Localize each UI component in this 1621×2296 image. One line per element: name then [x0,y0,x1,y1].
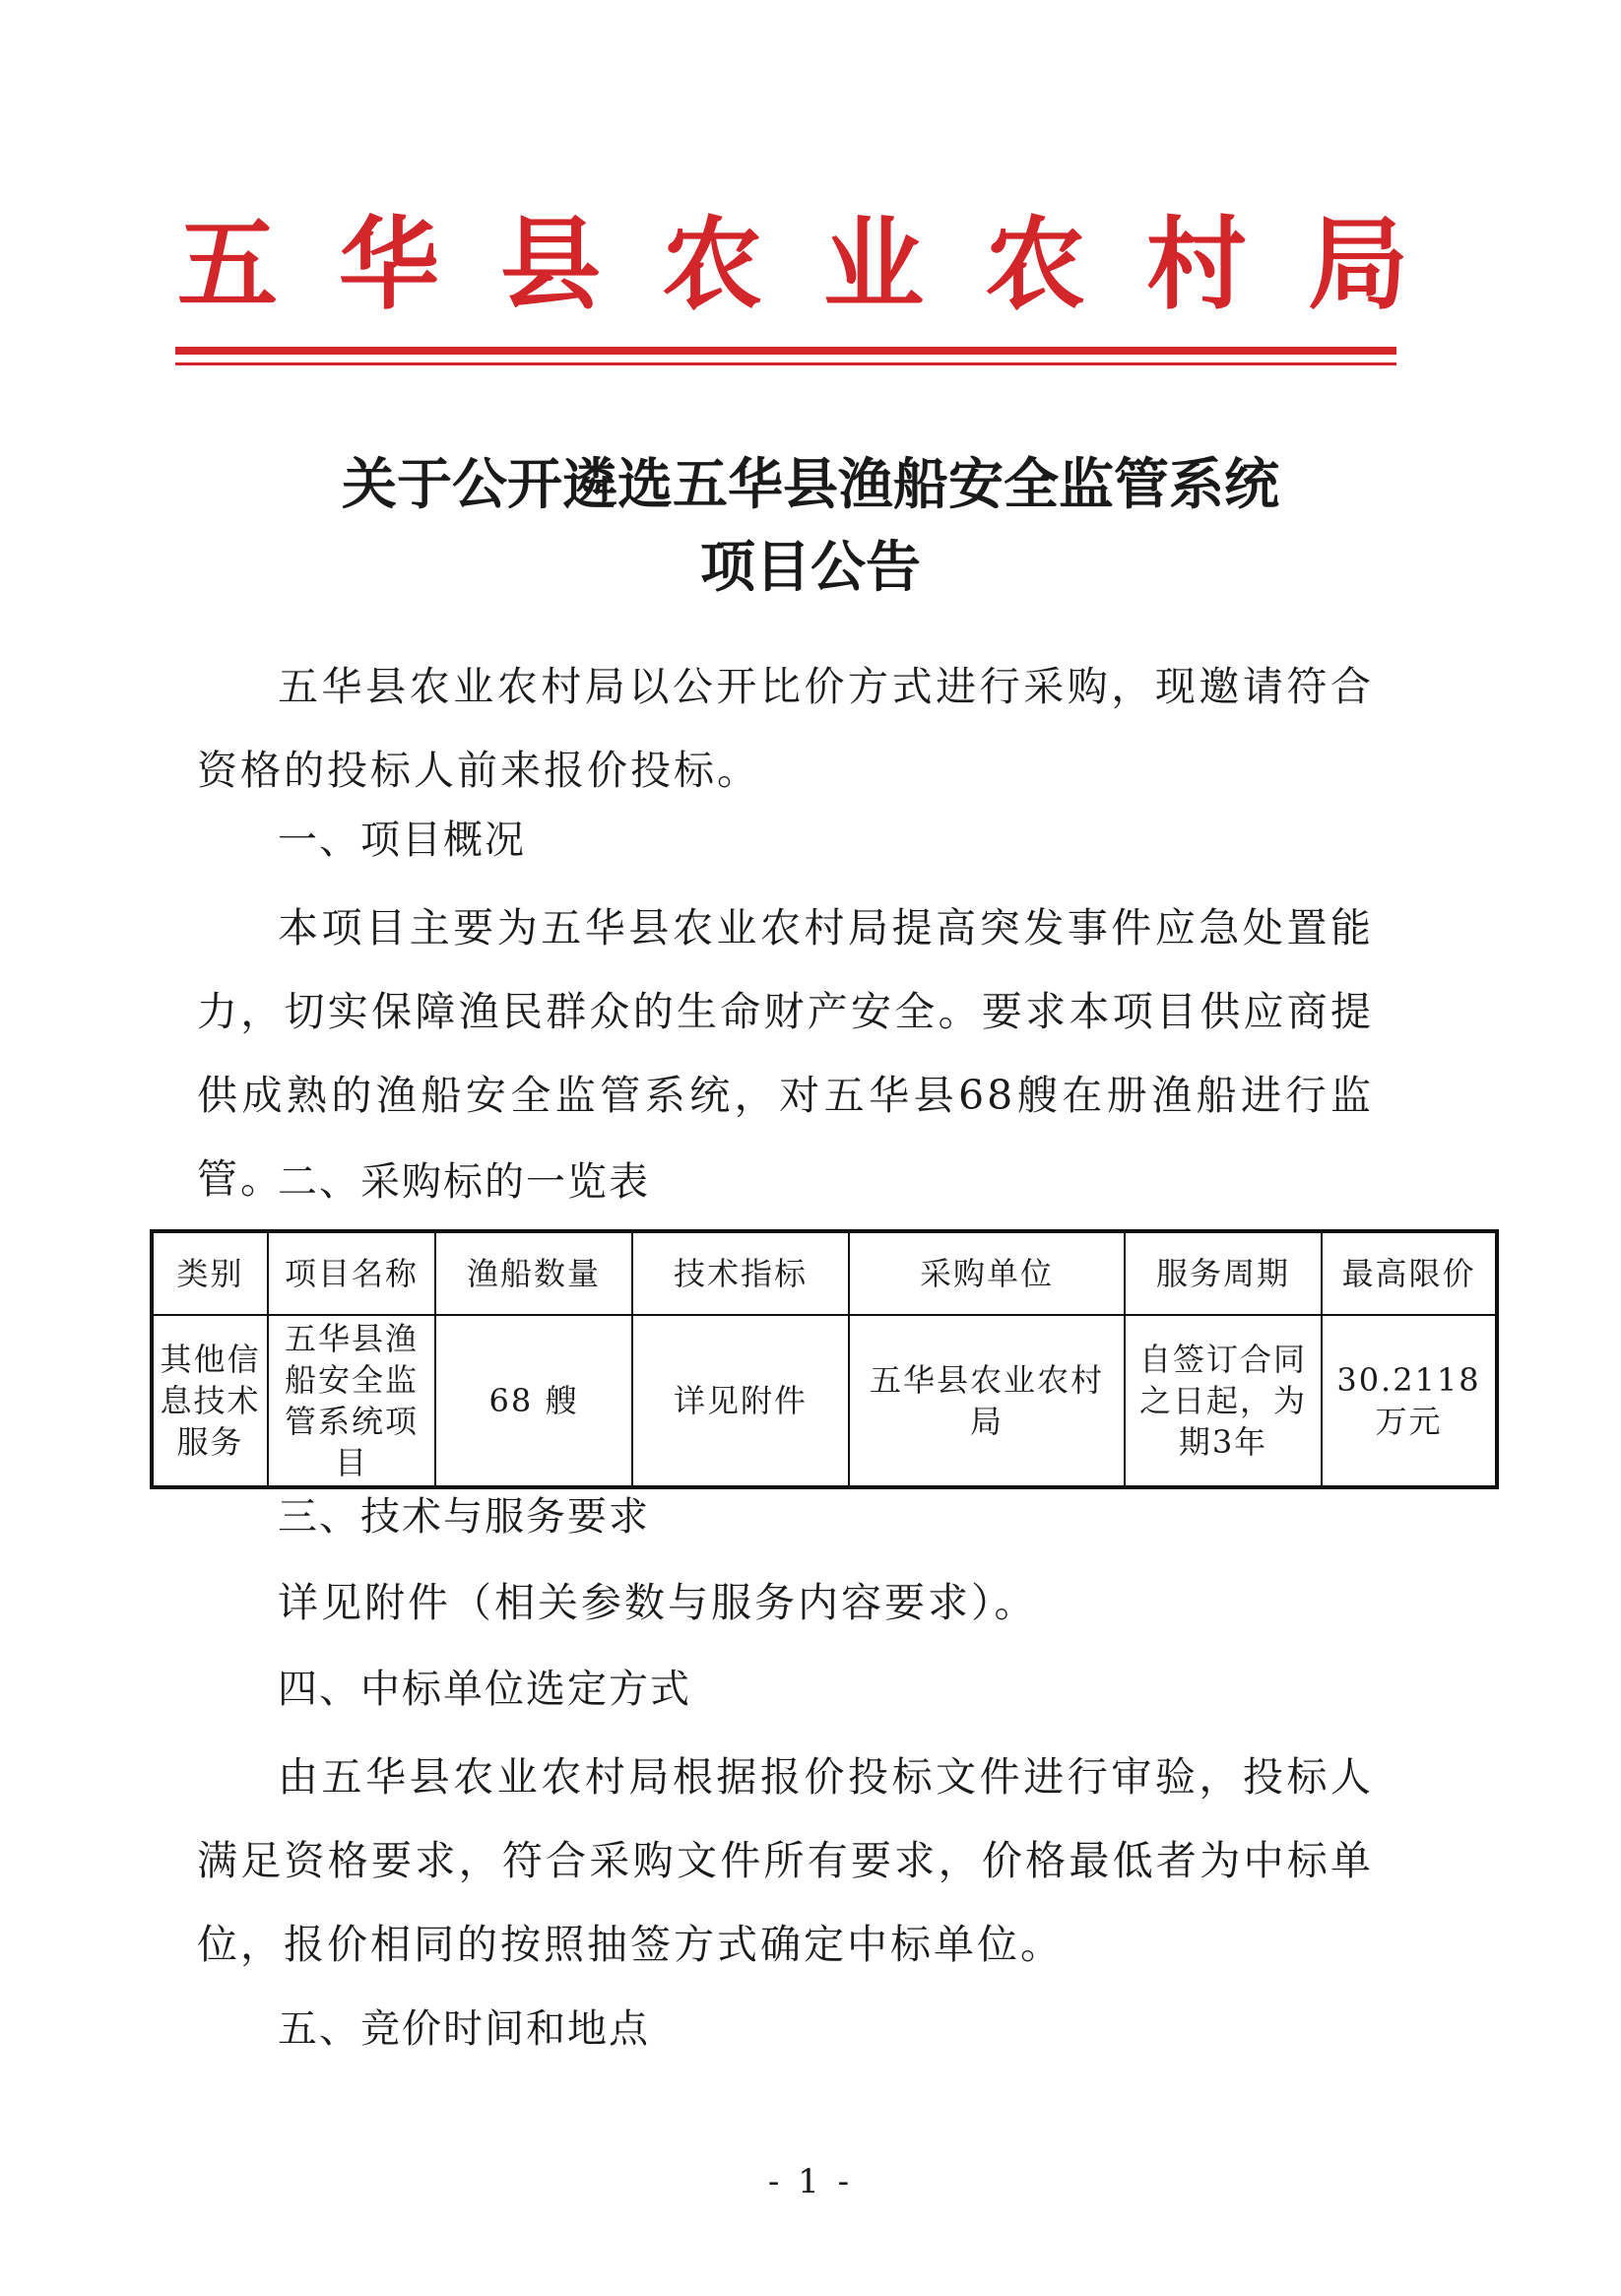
table-header-row [152,1231,1497,1315]
intro-paragraph: 五华县农业农村局以公开比价方式进行采购，现邀请符合资格的投标人前来报价投标。 [197,663,1374,794]
table-cell-vessel-count: 68 艘 [435,1315,632,1487]
table-header-cell: 最高限价 [1322,1231,1497,1315]
document-title-line-2: 项目公告 [700,535,921,600]
table-header-cell: 采购单位 [849,1231,1125,1315]
table-cell-service-period: 自签订合同之日起，为期3年 [1125,1315,1322,1487]
section-heading-3: 三、技术与服务要求 [278,1494,650,1540]
document-title [197,443,1424,609]
section-heading-1: 一、项目概况 [278,818,526,863]
table-header-cell: 服务周期 [1125,1231,1322,1315]
table-cell-project-name: 五华县渔船安全监管系统项目 [268,1315,435,1487]
section-heading-5: 五、竞价时间和地点 [278,2006,650,2052]
letterhead-org-name: 五华县农业农村局 [177,207,1469,324]
document-title-line-1: 关于公开遴选五华县渔船安全监管系统 [342,452,1279,517]
letterhead-red-rule-thin [175,362,1396,365]
table-cell-price-cap: 30.2118 万元 [1322,1315,1497,1487]
section-heading-4: 四、中标单位选定方式 [278,1667,691,1712]
page-number: - 1 - [767,2162,854,2201]
table-row [152,1315,1497,1487]
table-header-cell: 技术指标 [632,1231,849,1315]
table-cell-category: 其他信息技术服务 [152,1315,268,1487]
section-body-1: 本项目主要为五华县农业农村局提高突发事件应急处置能力，切实保障渔民群众的生命财产安全。要求本项目供应商提供成熟的渔船安全监管系统，对五华县68艘在册渔船进行监管。 [197,904,1374,1203]
table-cell-tech-spec: 详见附件 [632,1315,849,1487]
table-cell-purchaser: 五华县农业农村局 [849,1315,1125,1487]
table-header-cell: 类别 [152,1231,268,1315]
section-heading-2: 二、采购标的一览表 [278,1159,650,1205]
procurement-table [150,1229,1499,1489]
letterhead-red-rule [175,347,1396,355]
section-body-4: 由五华县农业农村局根据报价投标文件进行审验，投标人满足资格要求，符合采购文件所有要求，价格最低者为中标单位，报价相同的按照抽签方式确定中标单位。 [197,1753,1374,1968]
section-body-3: 详见附件（相关参数与服务内容要求）。 [278,1579,1038,1626]
table-header-cell: 项目名称 [268,1231,435,1315]
table-header-cell: 渔船数量 [435,1231,632,1315]
